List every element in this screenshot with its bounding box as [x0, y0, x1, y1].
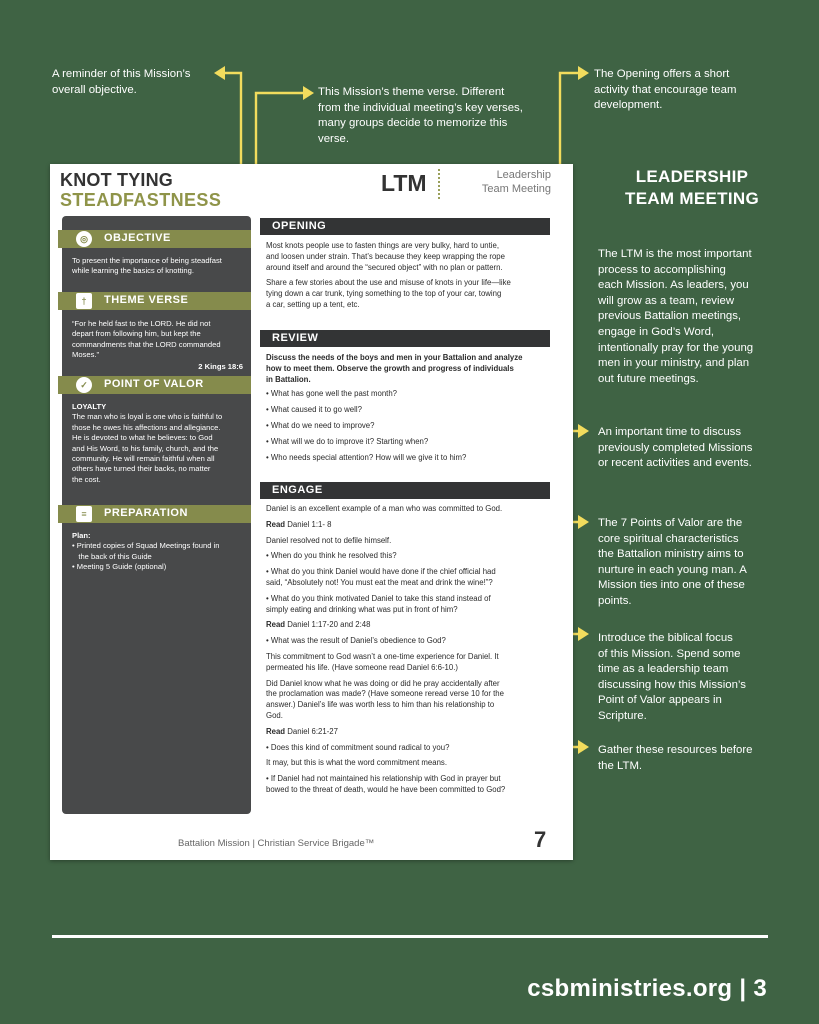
objective-text: To present the importance of being steadfast while learning the basics of knotting. [72, 256, 222, 276]
arrowhead-objective [214, 66, 225, 80]
valor-header: ✓ POINT OF VALOR [58, 376, 251, 394]
callout-engage: Introduce the biblical focus of this Mission. Spend some time as a leadership team discussing how this Mission’s Point of Valor appears in Scripture. [598, 632, 746, 722]
arrowhead-review [578, 424, 589, 438]
arrowhead-valor [578, 515, 589, 529]
review-header: REVIEW [260, 330, 550, 347]
arrowhead-theme-verse [303, 86, 314, 100]
review-text: Discuss the needs of the boys and men in your Battalion and analyze how to meet them. Observe the growth and progress of individuals in Battalion. • What has gone well the past month? • What caused it to go well? • What do we need to improve? • What will we do to improve it? Starting when? • Who needs special attention? How will we give it to him? [266, 353, 523, 462]
footer-divider [52, 935, 768, 938]
callout-objective: A reminder of this Mission’s overall objective. [52, 68, 191, 96]
side-body: The LTM is the most important process to accomplishing each Mission. As leaders, you will grow as a team, review previous Battalion meetings, engage in God’s Word, intentionally pray for the young men in your ministry, and plan out future meetings. [598, 248, 754, 385]
page-subtitle: STEADFASTNESS [60, 190, 222, 210]
arrowhead-engage [578, 627, 589, 641]
preparation-header: ≡ PREPARATION [58, 505, 251, 523]
engage-header: ENGAGE [260, 482, 550, 499]
preparation-text: Plan: • Printed copies of Squad Meetings found in the back of this Guide • Meeting 5 Guide (optional) [72, 531, 220, 572]
sidebar [62, 216, 251, 814]
opening-header: OPENING [260, 218, 550, 235]
valor-text: LOYALTY The man who is loyal is one who is faithful to those he owes his affections and allegiance. He is devoted to what he believes: to God and His Word, to his family, church, and the community. He will remain faithful when all others have turned their backs, no matter the cost. [72, 402, 223, 484]
page-footer: Battalion Mission | Christian Service Brigade™ [178, 838, 375, 849]
ltm-divider [438, 169, 440, 199]
ltm-subtitle: Leadership Team Meeting [481, 169, 551, 195]
callout-review: An important time to discuss previously completed Missions or recent activities and events. [598, 426, 753, 470]
ltm-label: LTM [381, 170, 427, 196]
arrowhead-opening [578, 66, 589, 80]
bible-icon: † [76, 293, 92, 309]
target-icon: ◎ [76, 231, 92, 247]
clipboard-icon: ≡ [76, 506, 92, 522]
arrowhead-preparation [578, 740, 589, 754]
callout-preparation: Gather these resources before the LTM. [598, 744, 753, 772]
callout-theme-verse: This Mission’s theme verse. Different from the individual meeting’s key verses, many groups decide to memorize this verse. [318, 86, 523, 145]
engage-text: Daniel is an excellent example of a man who was committed to God. Read Daniel 1:1- 8 Daniel resolved not to defile himself. • When do you think he resolved this? • What do you think Daniel would have done if the chief official had said, “Absolutely not! You must eat the meat and drink the wine!”? • What do you think motivated Daniel to take this stand instead of simply eating and drinking what was put in front of him? Read Daniel 1:17-20 and 2:48 • What was the result of Daniel’s obedience to God? This commitment to God wasn’t a one-time experience for Daniel. It permeated his life. (Have someone read Daniel 6:6-10.) Did Daniel know what he was doing or did he pray accidentally after the proclamation was made? (Have someone reread verse 10 for the answer.) Daniel’s life was worth less to him than his relationship to God. Read Daniel 6:21-27 • Does this kind of commitment sound radical to you? It may, but this is what the word commitment means. • If Daniel had not maintained his relationship with God in prayer but bowed to the threat of death, would he have been committed to God? [266, 504, 506, 794]
theme-verse-text: “For he held fast to the LORD. He did not depart from following him, but kept the commandments that the LORD commanded Moses.” [72, 319, 221, 360]
objective-header: ◎ OBJECTIVE [58, 230, 251, 248]
callout-valor: The 7 Points of Valor are the core spiritual characteristics the Battalion ministry aims to nurture in each young man. A Mission ties into one of these points. [598, 517, 747, 607]
shield-icon: ✓ [76, 377, 92, 393]
callout-opening: The Opening offers a short activity that encourage team development. [594, 68, 737, 112]
theme-verse-header: † THEME VERSE [58, 292, 251, 310]
page-number: 7 [534, 827, 547, 852]
opening-text: Most knots people use to fasten things are very bulky, hard to untie, and loosen under strain. That’s because they keep wrapping the rope around itself and around the “secured object” with no plan or pattern. Share a few stories about the use and misuse of knots in your life—like tying down a car trunk, tying something to the top of your car, towing a car, setting up a tent, etc. [266, 241, 511, 309]
page-title: KNOT TYING [60, 170, 173, 190]
mission-page [50, 164, 573, 860]
footer-url: csbministries.org | 3 [527, 975, 767, 1002]
theme-verse-ref: 2 Kings 18:6 [198, 362, 243, 371]
side-title: LEADERSHIP TEAM MEETING [625, 167, 759, 208]
